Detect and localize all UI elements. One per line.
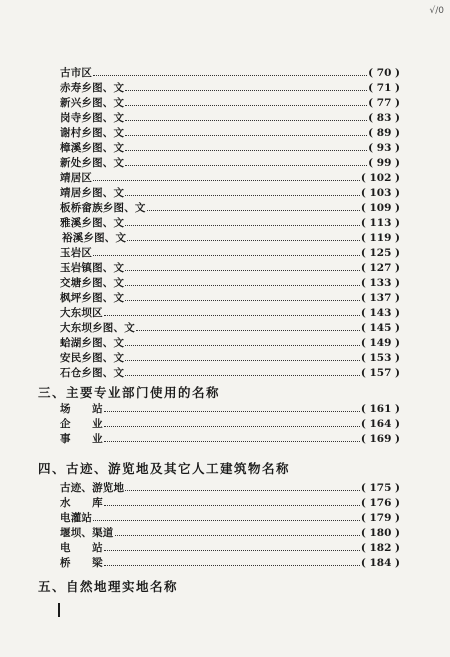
toc-page-number: ( 149 )	[360, 337, 400, 349]
toc-page-number: ( 127 )	[360, 262, 400, 274]
toc-page-number: ( 145 )	[360, 322, 400, 334]
toc-row	[60, 216, 400, 231]
leader-dots	[125, 165, 367, 166]
leader-dots	[125, 490, 360, 491]
toc-row	[60, 366, 400, 381]
leader-dots	[104, 315, 360, 316]
toc-entry-label: 蛤湖乡图、文	[60, 337, 125, 349]
toc-entry-label: 大东坝乡图、文	[60, 322, 135, 334]
toc-page-number: ( 83 )	[368, 112, 400, 124]
leader-dots	[104, 411, 360, 412]
toc-page-number: ( 109 )	[360, 202, 400, 214]
toc-row	[60, 432, 400, 447]
toc-page-number: ( 182 )	[360, 542, 400, 554]
toc-entry-label: 谢村乡图、文	[60, 127, 125, 139]
toc-page-number: ( 164 )	[360, 418, 400, 430]
page-edge-mark	[58, 603, 60, 617]
toc-row	[60, 156, 400, 171]
toc-page-number: ( 102 )	[360, 172, 400, 184]
toc-entry-label: 裕溪乡图、文	[62, 232, 127, 244]
toc-row	[60, 81, 400, 96]
toc-entry-label: 堰坝、渠道	[60, 527, 114, 539]
toc-row	[60, 321, 400, 336]
toc-entry-label: 板桥畲族乡图、文	[60, 202, 146, 214]
toc-page-number: ( 143 )	[360, 307, 400, 319]
toc-entry-label: 玉岩区	[60, 247, 93, 259]
leader-dots	[136, 330, 360, 331]
toc-row	[60, 306, 400, 321]
toc-row	[60, 171, 400, 186]
toc-entry-label: 交塘乡图、文	[60, 277, 125, 289]
leader-dots	[125, 375, 360, 376]
section-heading: 三、主要专业部门使用的名称	[38, 385, 221, 400]
toc-row	[60, 111, 400, 126]
leader-dots	[93, 180, 360, 181]
leader-dots	[125, 285, 360, 286]
leader-dots	[147, 210, 360, 211]
toc-entry-label: 岗寺乡图、文	[60, 112, 125, 124]
section-heading: 四、古迹、游览地及其它人工建筑物名称	[38, 461, 291, 476]
toc-row	[60, 141, 400, 156]
leader-dots	[125, 300, 360, 301]
toc-row	[60, 186, 400, 201]
toc-row	[60, 541, 400, 556]
toc-page-number: ( 175 )	[360, 482, 400, 494]
toc-page-number: ( 93 )	[368, 142, 400, 154]
toc-page-number: ( 89 )	[368, 127, 400, 139]
leader-dots	[125, 225, 360, 226]
toc-entry-label: 古市区	[60, 67, 93, 79]
toc-entry-label: 赤寿乡图、文	[60, 82, 125, 94]
leader-dots	[125, 90, 367, 91]
section-heading: 五、自然地理实地名称	[38, 579, 179, 594]
toc-entry-label: 水 库	[60, 497, 103, 509]
toc-page-number: ( 157 )	[360, 367, 400, 379]
toc-page-number: ( 161 )	[360, 403, 400, 415]
toc-page-number: ( 70 )	[368, 67, 400, 79]
toc-entry-label: 场 站	[60, 403, 103, 415]
toc-row	[60, 126, 400, 141]
toc-page-number: ( 103 )	[360, 187, 400, 199]
leader-dots	[125, 195, 360, 196]
leader-dots	[125, 105, 367, 106]
toc-row	[60, 336, 400, 351]
toc-entry-label: 新兴乡图、文	[60, 97, 125, 109]
leader-dots	[104, 441, 360, 442]
toc-page-number: ( 180 )	[360, 527, 400, 539]
toc-row	[60, 556, 400, 571]
toc-page-number: ( 176 )	[360, 497, 400, 509]
leader-dots	[115, 535, 360, 536]
leader-dots	[125, 135, 367, 136]
toc-row	[60, 402, 400, 417]
leader-dots	[125, 150, 367, 151]
leader-dots	[125, 345, 360, 346]
toc-entry-label: 靖居乡图、文	[60, 187, 125, 199]
leader-dots	[93, 75, 367, 76]
toc-row	[60, 276, 400, 291]
toc-page-number: ( 77 )	[368, 97, 400, 109]
leader-dots	[125, 360, 360, 361]
toc-entry-label: 玉岩镇图、文	[60, 262, 125, 274]
toc-row	[60, 526, 400, 541]
toc-entry-label: 枫坪乡图、文	[60, 292, 125, 304]
leader-dots	[125, 270, 360, 271]
toc-entry-label: 桥 梁	[60, 557, 103, 569]
toc-row	[60, 511, 400, 526]
leader-dots	[127, 240, 360, 241]
toc-row	[60, 261, 400, 276]
leader-dots	[104, 550, 360, 551]
toc-row	[60, 481, 400, 496]
toc-entry-label: 安民乡图、文	[60, 352, 125, 364]
toc-page-number: ( 169 )	[360, 433, 400, 445]
toc-row	[60, 96, 400, 111]
toc-row	[60, 417, 400, 432]
toc-entry-label: 樟溪乡图、文	[60, 142, 125, 154]
toc-page-number: ( 71 )	[368, 82, 400, 94]
leader-dots	[125, 120, 367, 121]
toc-page-number: ( 184 )	[360, 557, 400, 569]
toc-row	[62, 231, 400, 246]
toc-row	[60, 66, 400, 81]
toc-page-number: ( 119 )	[360, 232, 400, 244]
toc-row	[60, 291, 400, 306]
toc-page-number: ( 99 )	[368, 157, 400, 169]
toc-entry-label: 新处乡图、文	[60, 157, 125, 169]
leader-dots	[104, 505, 360, 506]
toc-entry-label: 电灌站	[60, 512, 93, 524]
toc-row	[60, 201, 400, 216]
corner-mark: √/0	[429, 6, 444, 16]
toc-entry-label: 事 业	[60, 433, 103, 445]
toc-row	[60, 351, 400, 366]
toc-page-number: ( 113 )	[360, 217, 400, 229]
leader-dots	[104, 565, 360, 566]
toc-entry-label: 靖居区	[60, 172, 93, 184]
toc-entry-label: 石仓乡图、文	[60, 367, 125, 379]
leader-dots	[93, 255, 360, 256]
toc-entry-label: 古迹、游览地	[60, 482, 125, 494]
toc-entry-label: 电 站	[60, 542, 103, 554]
toc-page-number: ( 137 )	[360, 292, 400, 304]
toc-entry-label: 企 业	[60, 418, 103, 430]
toc-row	[60, 496, 400, 511]
leader-dots	[93, 520, 360, 521]
toc-entry-label: 雅溪乡图、文	[60, 217, 125, 229]
leader-dots	[104, 426, 360, 427]
toc-page-number: ( 179 )	[360, 512, 400, 524]
toc-page-number: ( 133 )	[360, 277, 400, 289]
toc-page-number: ( 125 )	[360, 247, 400, 259]
toc-entry-label: 大东坝区	[60, 307, 103, 319]
toc-row	[60, 246, 400, 261]
toc-page-number: ( 153 )	[360, 352, 400, 364]
